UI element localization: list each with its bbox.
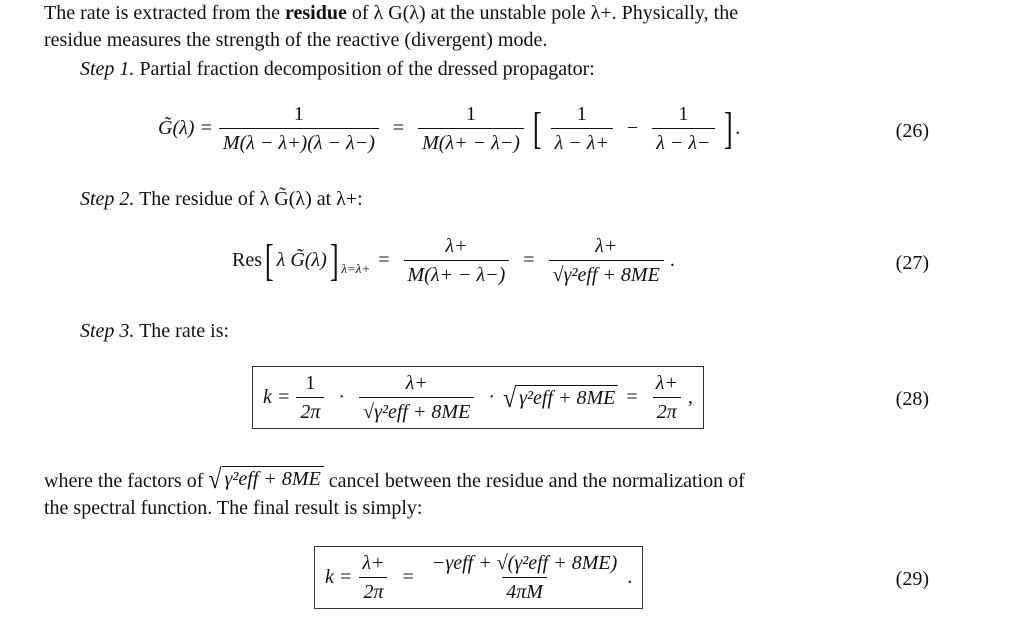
step-1-text: Partial fraction decomposition of the dressed propagator:	[134, 58, 595, 80]
step-2-label: Step 2.	[80, 188, 135, 210]
eq27-eval: λ=λ+	[341, 260, 371, 276]
eq29-number: (29)	[895, 568, 929, 590]
eq27-number: (27)	[895, 252, 929, 274]
closing-text-line2: the spectral function. The final result is simply:	[44, 497, 423, 519]
step-2	[80, 186, 960, 213]
equation-28: k = $\frac{1}{2\pi}$ · $\frac{\lambda+}{\text{√γ²eff + 8ME}}$ · √ γ²eff + 8ME = $\frac{\lambda+}{2\pi}$ , (28)	[0, 366, 1024, 438]
eq26-frac4: $\frac{1}{\lambda - \lambda-}$	[652, 102, 714, 155]
eq27-frac1: $\frac{\lambda+}{M(\lambda+ - \lambda-)}$	[404, 234, 510, 287]
intro-text-1: The rate is extracted from the	[44, 2, 285, 24]
step-2-text: The residue of λ G̃(λ) at λ+:	[134, 188, 363, 210]
eq27-res: Res	[232, 249, 262, 271]
eq26-number: (26)	[895, 120, 929, 142]
eq27-frac2: $\frac{\lambda+}{\text{√γ²eff + 8ME}}$	[549, 234, 664, 287]
equation-29: k = $\frac{\lambda+}{2\pi}$ = $\frac{\text{−γeff + √(γ²eff + 8ME)}}{4\pi M}$ . (29)	[0, 546, 1024, 616]
step-3-label: Step 3.	[80, 320, 135, 342]
closing-paragraph	[44, 466, 974, 522]
eq26-frac1: $\frac{1}{M(\lambda - \lambda+)(\lambda - \lambda-)}$	[219, 102, 379, 155]
intro-text-line2: residue measures the strength of the reactive (divergent) mode.	[44, 29, 548, 51]
intro-paragraph	[44, 0, 974, 54]
eq28-frac1: $\frac{1}{2\pi}$	[296, 371, 324, 424]
eq29-frac2: $\frac{\text{−γeff + √(γ²eff + 8ME)}}{4\pi M}$	[431, 552, 618, 603]
intro-bold-residue: residue	[285, 2, 347, 24]
eq26-lhs: G̃(λ) =	[158, 117, 213, 139]
eq28-frac3: $\frac{\lambda+}{2\pi}$	[652, 371, 682, 424]
closing-text-2: cancel between the residue and the normalization of	[323, 470, 745, 492]
step-3	[80, 318, 960, 345]
eq28-frac2: $\frac{\lambda+}{\text{√γ²eff + 8ME}}$	[359, 371, 474, 424]
eq26-frac2: $\frac{1}{M(\lambda+ - \lambda-)}$	[418, 102, 524, 155]
eq28-sqrt: √ γ²eff + 8ME	[503, 385, 618, 410]
closing-sqrt: √ γ²eff + 8ME	[208, 466, 323, 491]
eq29-frac1: $\frac{\lambda+}{2\pi}$	[358, 551, 388, 604]
eq29-lhs: k =	[325, 566, 353, 588]
eq26-frac3: $\frac{1}{\lambda - \lambda+}$	[551, 102, 613, 155]
step-3-text: The rate is:	[134, 320, 230, 342]
step-1-label: Step 1.	[80, 58, 135, 80]
closing-text-1: where the factors of	[44, 470, 209, 492]
intro-text-2: of λ G(λ) at the unstable pole λ+. Physically, the	[346, 2, 739, 24]
step-1	[80, 56, 960, 83]
equation-26: G̃(λ) = $\frac{1}{M(\lambda - \lambda+)(\lambda - \lambda-)}$ = $\frac{1}{M(\lambda+ - \lambda-)}$ [ $\frac{1}{\lambda - \lambda+}$ − $\frac{1}{\lambda - \lambda-}$ ] . (26)	[158, 103, 929, 154]
eq28-number: (28)	[895, 388, 929, 410]
eq27-inner: λ G̃(λ)	[276, 249, 327, 271]
eq28-lhs: k =	[263, 386, 291, 408]
equation-27: Res [ λ G̃(λ) ] λ=λ+ = $\frac{\lambda+}{M(\lambda+ - \lambda-)}$ = $\frac{\lambda+}{\text{√γ²eff + 8ME}}$ . (27)	[232, 235, 929, 286]
